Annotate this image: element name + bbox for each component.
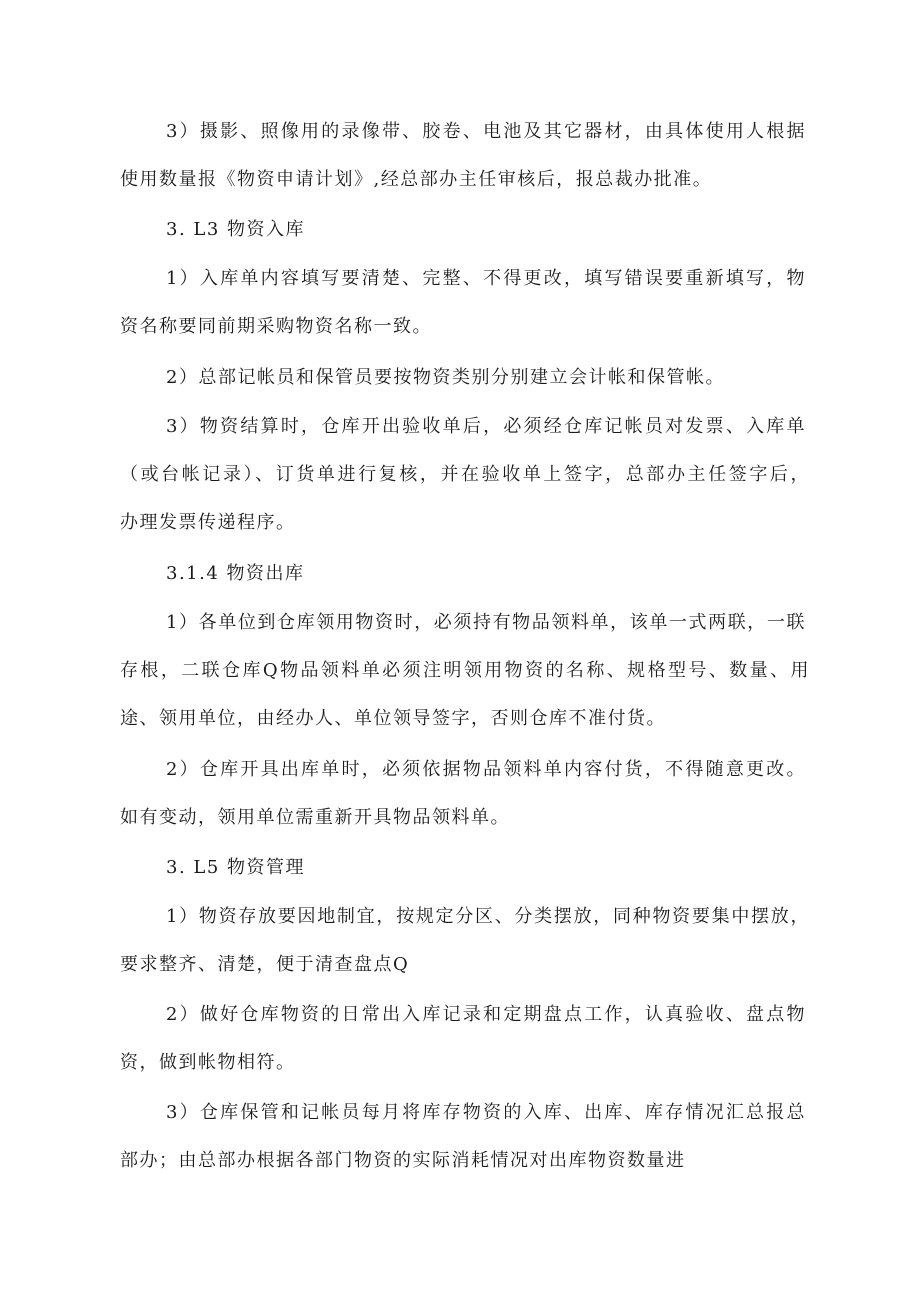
paragraph-line: 3）摄影、照像用的录像带、胶卷、电池及其它器材，由具体使用人根据 xyxy=(166,121,806,142)
section-heading: 3. L3 物资入库 xyxy=(166,219,306,240)
paragraph-line: 部办；由总部办根据各部门物资的实际消耗情况对出库物资数量进 xyxy=(120,1150,686,1171)
paragraph-line: 资名称要同前期采购物资名称一致。 xyxy=(120,316,432,337)
paragraph-line: 如有变动，领用单位需重新开具物品领料单。 xyxy=(120,807,510,828)
paragraph-line: （或台帐记录）、订货单进行复核，并在验收单上签字，总部办主任签字后， xyxy=(120,464,810,485)
paragraph-line: 途、领用单位，由经办人、单位领导签字，否则仓库不准付货。 xyxy=(120,708,666,729)
section-heading: 3.1.4 物资出库 xyxy=(166,563,305,584)
paragraph-line: 要求整齐、清楚，便于清查盘点Q xyxy=(120,954,410,975)
paragraph-line: 使用数量报《物资申请计划》,经总部办主任审核后，报总裁办批准。 xyxy=(120,169,713,190)
paragraph-line: 1）入库单内容填写要清楚、完整、不得更改，填写错误要重新填写，物 xyxy=(166,268,806,289)
section-heading: 3. L5 物资管理 xyxy=(166,857,306,878)
paragraph-line: 2）仓库开具出库单时，必须依据物品领料单内容付货，不得随意更改。 xyxy=(166,759,806,780)
paragraph-line: 1）物资存放要因地制宜，按规定分区、分类摆放，同种物资要集中摆放， xyxy=(166,906,810,927)
paragraph-line: 2）总部记帐员和保管员要按物资类别分别建立会计帐和保管帐。 xyxy=(166,367,725,388)
paragraph-line: 2）做好仓库物资的日常出入库记录和定期盘点工作，认真验收、盘点物 xyxy=(166,1004,806,1025)
paragraph-line: 资，做到帐物相符。 xyxy=(120,1052,296,1073)
paragraph-line: 3）物资结算时，仓库开出验收单后，必须经仓库记帐员对发票、入库单 xyxy=(166,416,806,437)
paragraph-line: 1）各单位到仓库领用物资时，必须持有物品领料单，该单一式两联，一联 xyxy=(166,612,806,633)
paragraph-line: 存根，二联仓库Q物品领料单必须注明领用物资的名称、规格型号、数量、用 xyxy=(120,660,810,681)
paragraph-line: 办理发票传递程序。 xyxy=(120,512,296,533)
paragraph-line: 3）仓库保管和记帐员每月将库存物资的入库、出库、库存情况汇总报总 xyxy=(166,1102,806,1123)
